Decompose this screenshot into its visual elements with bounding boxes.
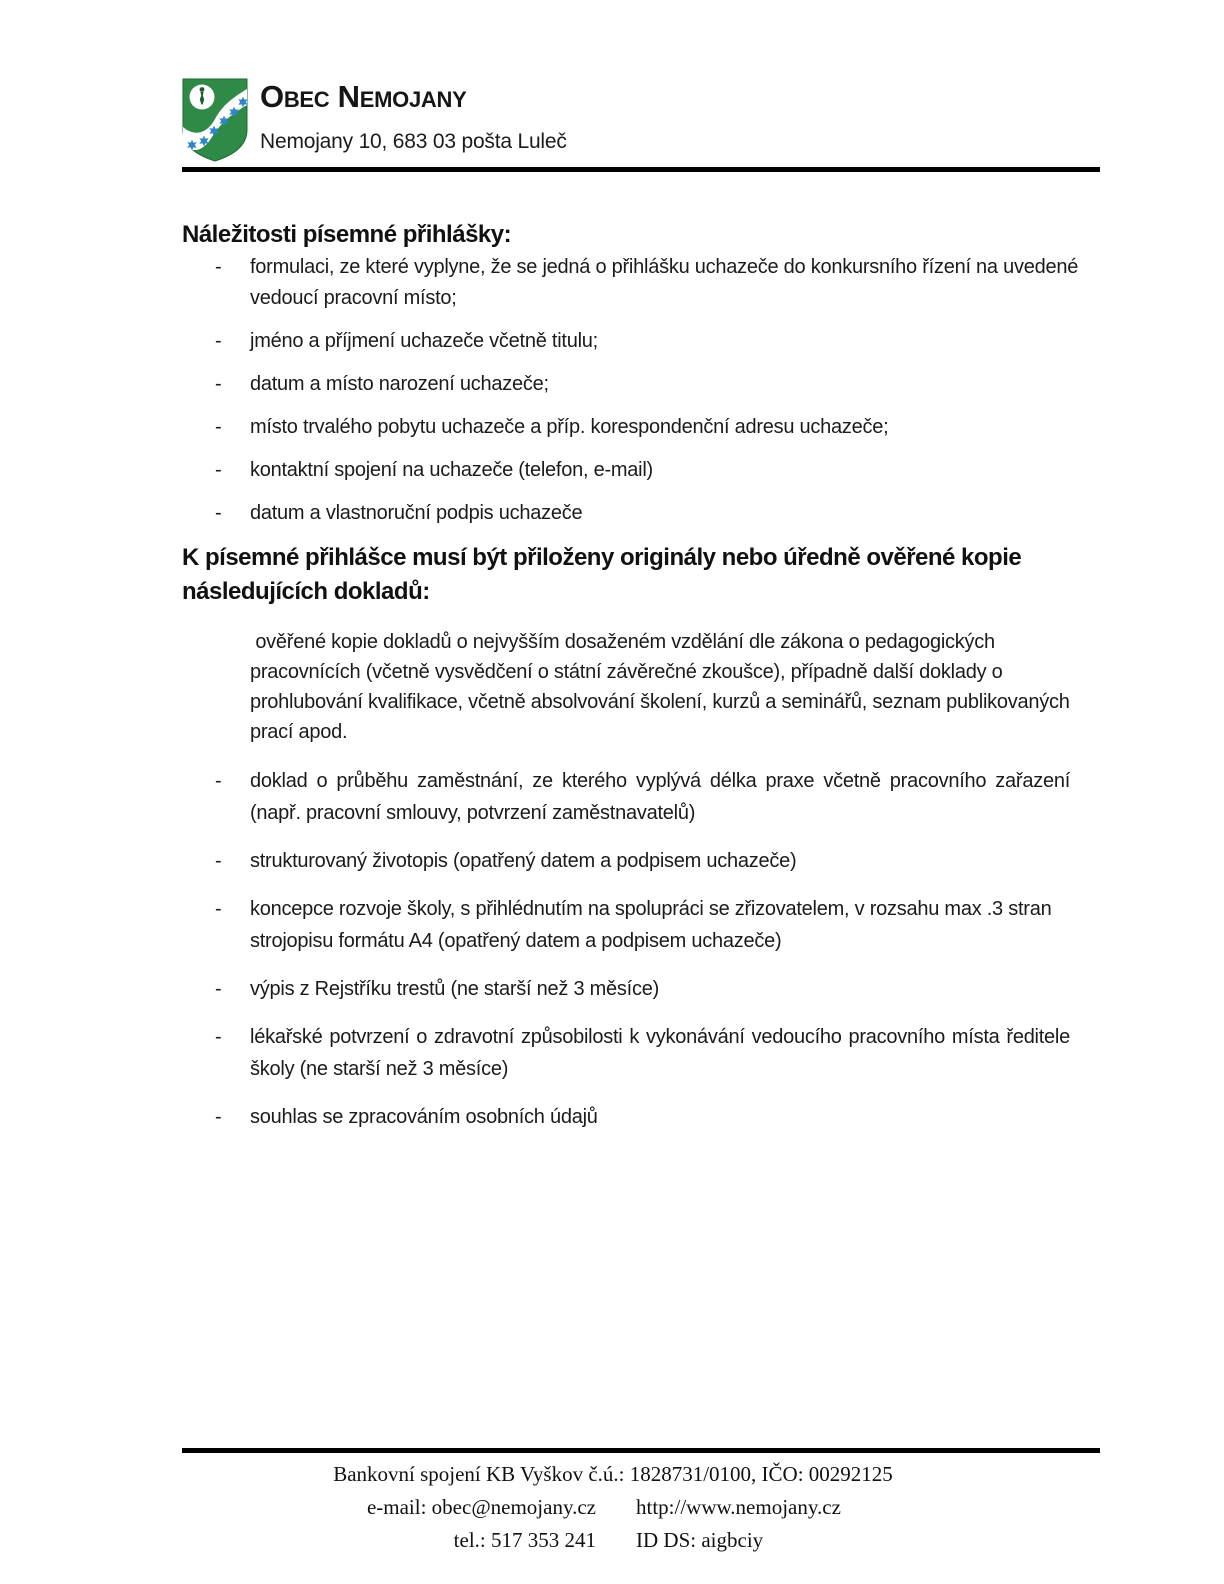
footer-phone: tel.: 517 353 241 [453, 1528, 596, 1552]
list-item-text: kontaktní spojení na uchazeče (telefon, e-mail) [250, 459, 653, 481]
section2-heading: K písemné přihlášce musí být přiloženy originály nebo úředně ověřené kopie následujících dokladů: [182, 544, 1022, 605]
list-item [182, 455, 1100, 486]
bullet-dash: - [215, 416, 222, 438]
list-item-text: jméno a příjmení uchazeče včetně titulu; [250, 330, 598, 352]
letter-footer [182, 1448, 1100, 1557]
list-item [182, 1101, 1100, 1133]
section2-intro-paragraph: ověřené kopie dokladů o nejvyšším dosaženém vzdělání dle zákona o pedagogických pracovnících (včetně vysvědčení o státní závěrečné zkoušce), případně další doklady o prohlubování kvalifikace, včetně absolvování školení, kurzů a seminářů, seznam publikovaných prací apod. [250, 631, 1075, 743]
list-item [182, 369, 1100, 400]
list-item-text: výpis z Rejstříku trestů (ne starší než 3 měsíce) [250, 978, 659, 1000]
bullet-dash: - [215, 256, 222, 278]
bullet-dash: - [215, 770, 222, 792]
list-item-text: souhlas se zpracováním osobních údajů [250, 1106, 598, 1128]
list-item-text: koncepce rozvoje školy, s přihlédnutím na spolupráci se zřizovatelem, v rozsahu max .3 stran strojopisu formátu A4 (opatřený datem a podpisem uchazeče) [250, 898, 1052, 952]
list-item-text: místo trvalého pobytu uchazeče a příp. korespondenční adresu uchazeče; [250, 416, 889, 438]
list-item [182, 498, 1100, 529]
bullet-dash: - [215, 1106, 222, 1128]
list-item-text: formulaci, ze které vyplyne, že se jedná o přihlášku uchazeče do konkursního řízení na uvedené vedoucí pracovní místo; [250, 256, 1079, 309]
organization-name: Obec Nemojany [260, 79, 467, 114]
header-divider [182, 167, 1100, 172]
document-body [182, 218, 1100, 1149]
list-item-text: datum a vlastnoruční podpis uchazeče [250, 502, 583, 524]
list-item [182, 845, 1100, 877]
bullet-dash: - [215, 373, 222, 395]
list-item [182, 252, 1100, 314]
list-item [182, 412, 1100, 443]
application-requirements-list [182, 252, 1100, 529]
list-item-text: strukturovaný životopis (opatřený datem a podpisem uchazeče) [250, 850, 797, 872]
bullet-dash: - [215, 459, 222, 481]
bullet-dash: - [215, 1026, 222, 1048]
organization-address: Nemojany 10, 683 03 pošta Luleč [260, 130, 567, 153]
bullet-dash: - [215, 978, 222, 1000]
municipality-coat-of-arms-icon [182, 78, 248, 162]
list-item [182, 973, 1100, 1005]
list-item-text: doklad o průběhu zaměstnání, ze kterého vyplývá délka praxe včetně pracovního zařazení (např. pracovní smlouvy, potvrzení zaměstnavatelů) [250, 770, 1070, 824]
list-item-text: datum a místo narození uchazeče; [250, 373, 549, 395]
footer-databox-id: ID DS: aigbciy [636, 1528, 764, 1552]
footer-bank-info: Bankovní spojení KB Vyškov č.ú.: 1828731/0100, IČO: 00292125 [333, 1462, 893, 1486]
letterhead [182, 78, 1100, 172]
list-item [182, 765, 1100, 829]
footer-divider [182, 1448, 1100, 1453]
list-item-text: lékařské potvrzení o zdravotní způsobilosti k vykonávání vedoucího pracovního místa ředitele školy (ne starší než 3 měsíce) [250, 1026, 1070, 1080]
required-documents-list [182, 765, 1100, 1133]
bullet-dash: - [215, 898, 222, 920]
bullet-dash: - [215, 330, 222, 352]
list-item [182, 1021, 1100, 1085]
list-item [182, 326, 1100, 357]
bullet-dash: - [215, 850, 222, 872]
section1-heading: Náležitosti písemné přihlášky: [182, 221, 512, 248]
list-item [182, 893, 1100, 957]
footer-website: http://www.nemojany.cz [636, 1495, 841, 1519]
bullet-dash: - [215, 502, 222, 524]
footer-email: e-mail: obec@nemojany.cz [366, 1495, 596, 1519]
